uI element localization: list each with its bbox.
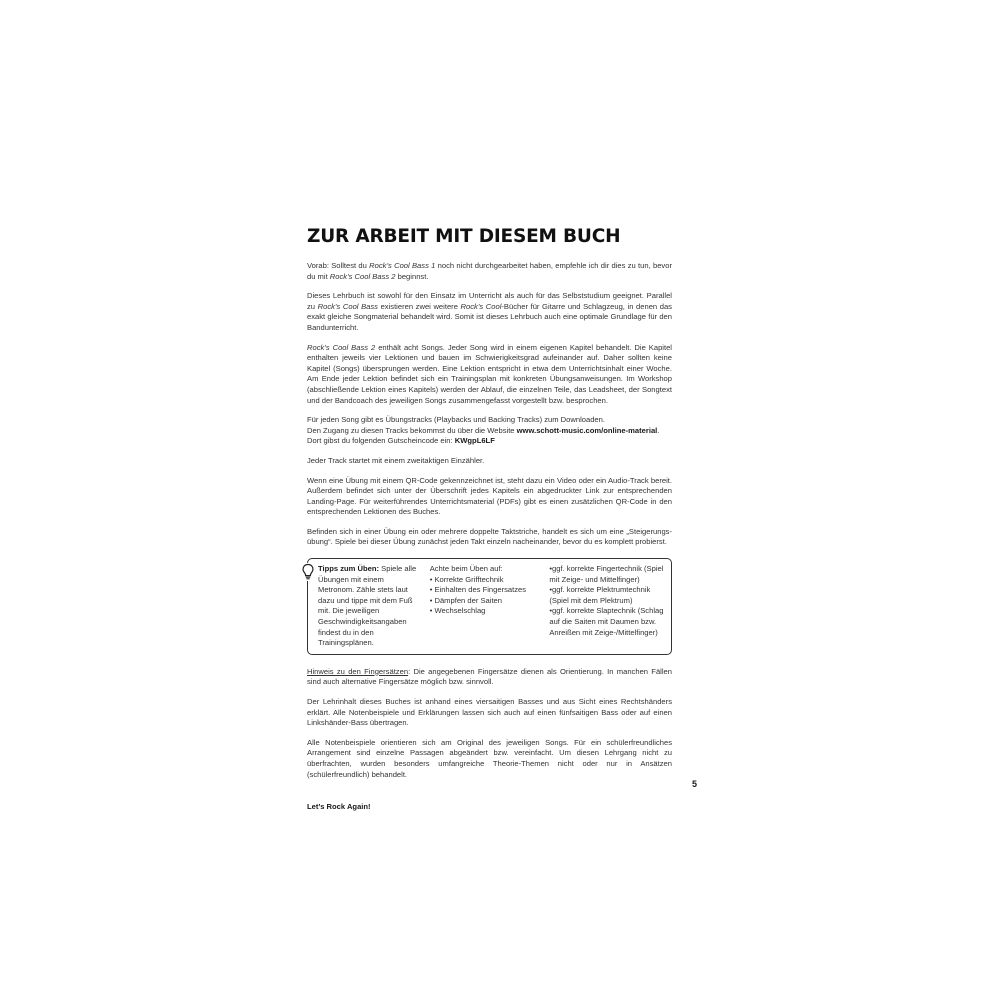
paragraph-qr-code: Wenn eine Übung mit einem QR-Code gekennzeichnet ist, steht dazu ein Video oder ein Audio-Track bereit. Außerdem befindet sich unter der Überschrift jedes Kapitels ein abgedruckter Link zur entsprechenden Landing-Page. Für weiterführendes Unterrichtsmaterial (PDFs) gibt es einen zusätzlichen QR-Code in den entsprechenden Lektionen des Buches. <box>307 475 672 517</box>
paragraph-usage: Dieses Lehrbuch ist sowohl für den Einsatz im Unterricht als auch für das Selbststudium geeignet. Parallel zu Rock’s Cool Bass existieren zwei weitere Rock’s Cool-Bücher für Gitarre und Schlagzeug, in denen das exakt gleiche Songmaterial behandelt wird. Somit ist dieses Lehrbuch auch eine optimale Grundlage für den Bandunterricht. <box>307 291 672 332</box>
closing-line: Let’s Rock Again! <box>307 802 371 812</box>
tips-column-metronome <box>318 564 422 649</box>
paragraph-fingering-note: Hinweis zu den Fingersätzen: Die angegebenen Fingersätze dienen als Orientierung. In manchen Fällen sind auch alternative Fingersätze möglich bzw. sinnvoll. <box>307 666 672 687</box>
list-item: •ggf. korrekte Fingertechnik (Spiel mit Zeige- und Mittelfinger) <box>549 564 664 584</box>
paragraph-downloads: Für jeden Song gibt es Übungstracks (Playbacks und Backing Tracks) zum Downloaden. Den Zugang zu diesen Tracks bekommst du über die Website www.schott-music.com/online-material. Dort gibst du folgenden Gutscheincode ein: KWgpL6LF <box>307 415 660 446</box>
paragraph-double-barlines: Befinden sich in einer Übung ein oder mehrere doppelte Taktstriche, handelt es sich um eine „Steigerungs-übung“. Spiele bei dieser Übung zunächst jeden Takt einzeln nacheinander, bevor du es komplett probierst. <box>307 526 672 547</box>
list-item: • Korrekte Grifftechnik <box>429 574 504 584</box>
paragraph-intro: Vorab: Solltest du Rock’s Cool Bass 1 noch nicht durchgearbeitet haben, empfehle ich dir dies zu tun, bevor du mit Rock’s Cool Bass 2 beginnst. <box>307 261 672 281</box>
page-number: 5 <box>692 779 698 789</box>
tips-box <box>307 558 672 655</box>
page-content <box>307 226 672 811</box>
checklist-heading: Achte beim Üben auf: <box>429 564 503 574</box>
tips-column-techniques <box>549 564 665 649</box>
list-item: • Wechselschlag <box>429 606 486 616</box>
paragraph-count-in: Jeder Track startet mit einem zweitaktigen Einzähler. <box>307 455 485 465</box>
tips-heading: Tipps zum Üben: <box>318 564 380 574</box>
lightbulb-icon <box>301 563 315 581</box>
list-item: •ggf. korrekte Plektrumtechnik (Spiel mit dem Plektrum) <box>549 585 651 605</box>
paragraph-bass-type: Der Lehrinhalt dieses Buches ist anhand eines viersaitigen Basses und aus Sicht eines Rechtshänders erklärt. Alle Notenbeispiele und Erklärungen lassen sich auch auf einen fünfsaitigen Bass oder auf einen Linkshänder-Bass übertragen. <box>307 697 672 728</box>
tips-text: Spiele alle Übungen mit einem Metronom. Zähle stets laut dazu und tippe mit dem Fuß mit. Die jeweiligen Geschwindigkeitsangaben findest du in den Trainingsplänen. <box>318 564 417 648</box>
list-item: • Einhalten des Fingersatzes <box>429 585 527 595</box>
tips-column-checklist <box>430 564 542 649</box>
list-item: •ggf. korrekte Slaptechnik (Schlag auf die Saiten mit Daumen bzw. Anreißen mit Zeige-/Mittelfinger) <box>549 606 664 637</box>
website-link[interactable]: www.schott-music.com/online-material <box>516 425 658 435</box>
list-item: • Dämpfen der Saiten <box>429 595 502 605</box>
paragraph-arrangements: Alle Notenbeispiele orientieren sich am Original des jeweiligen Songs. Für ein schülerfreundliches Arrangement sind einzelne Passagen abgeändert bzw. vereinfacht. Um diesen Lehrgang nicht zu überfrachten, wurden besonders umfangreiche Theorie-Themen nicht oder nur in Ansätzen (schülerfreundlich) behandelt. <box>307 737 672 779</box>
voucher-code: KWgpL6LF <box>454 436 495 446</box>
paragraph-structure: Rock’s Cool Bass 2 enthält acht Songs. Jeder Song wird in einem eigenen Kapitel behandelt. Die Kapitel enthalten jeweils vier Lektionen und bauen im Schwierigkeitsgrad aufeinander auf. Daher sollten keine Kapitel (Songs) übersprungen werden. Eine Lektion entspricht in etwa dem Unterrichtsinhalt einer Woche. Am Ende jeder Lektion befindet sich ein Trainingsplan mit konkreten Übungsanweisungen. Im Workshop (abschließende Lektion eines Kapitels) werden der Ablauf, die einzelnen Teile, das Leadsheet, der Songtext und der Bandcoach des jeweiligen Songs zusammengefasst vorgestellt bzw. besprochen. <box>307 342 672 405</box>
page-title: ZUR ARBEIT MIT DIESEM BUCH <box>307 226 621 247</box>
